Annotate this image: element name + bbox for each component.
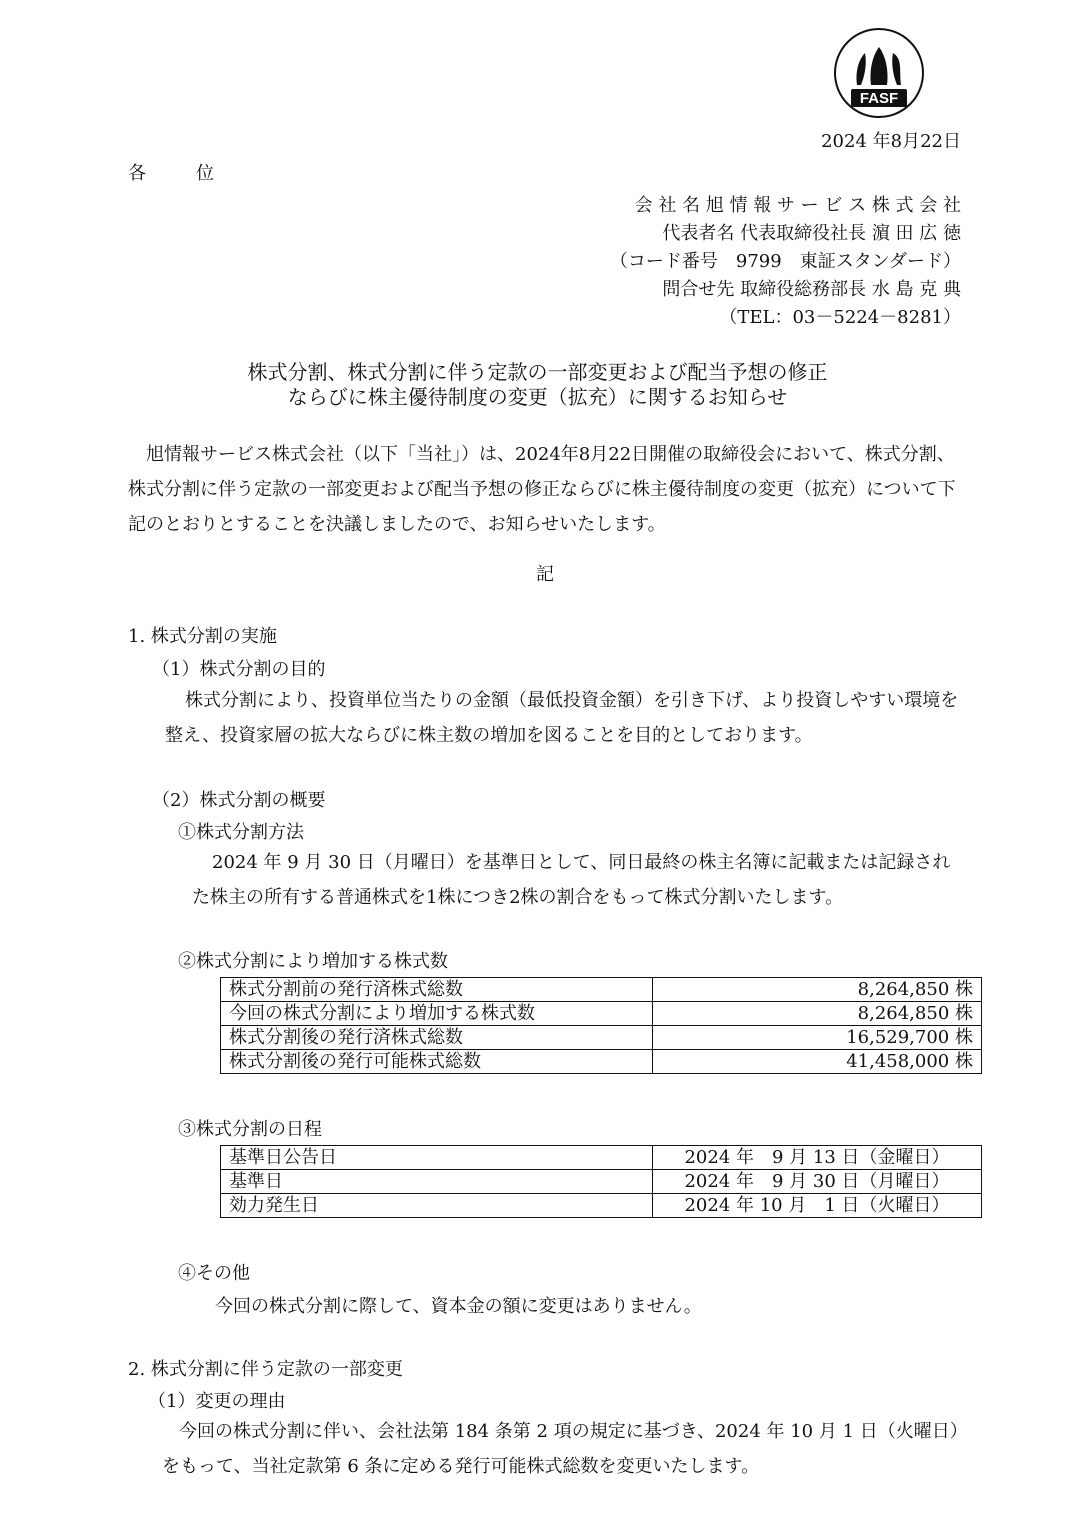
increase-heading: ②株式分割により増加する株式数 — [178, 951, 448, 972]
method-text: 2024 年 9 月 30 日（月曜日）を基準日として、同日最終の株主名簿に記載または記録された株主の所有する普通株式を1株につき2株の割合をもって株式分割いたします。 — [192, 852, 951, 908]
row-label: 株式分割後の発行可能株式総数 — [221, 1050, 653, 1074]
row-label: 株式分割後の発行済株式総数 — [221, 1026, 653, 1050]
row-label: 効力発生日 — [221, 1194, 653, 1218]
other-text: 今回の株式分割に際して、資本金の額に変更はありません。 — [215, 1296, 702, 1317]
document-title — [0, 360, 1075, 410]
table-row — [221, 1146, 982, 1170]
table-row — [221, 1194, 982, 1218]
intro-paragraph: 旭情報サービス株式会社（以下「当社」）は、2024年8月22日開催の取締役会において、株式分割、株式分割に伴う定款の一部変更および配当予想の修正ならびに株主優待制度の変更（拡充）について下記のとおりとすることを決議しましたので、お知らせいたします。 — [128, 444, 956, 535]
document-date: 2024 年8月22日 — [821, 131, 961, 152]
logo-text: FASF — [859, 90, 899, 107]
table-row — [221, 1026, 982, 1050]
table-row — [221, 978, 982, 1002]
row-value: 16,529,700 株 — [653, 1026, 982, 1050]
schedule-heading: ③株式分割の日程 — [178, 1119, 322, 1140]
row-value: 2024 年 9 月 30 日（月曜日） — [653, 1170, 982, 1194]
row-value: 2024 年 10 月 1 日（火曜日） — [653, 1194, 982, 1218]
ki-marker: 記 — [536, 564, 554, 585]
representative-line: 代表者名 代表取締役社長 濵 田 広 徳 — [662, 223, 961, 244]
addressee: 各位 — [128, 163, 264, 184]
table-row — [221, 1002, 982, 1026]
row-label: 今回の株式分割により増加する株式数 — [221, 1002, 653, 1026]
code-number-line: （コード番号 9799 東証スタンダード） — [609, 251, 961, 272]
row-value: 8,264,850 株 — [653, 978, 982, 1002]
purpose-text: 株式分割により、投資単位当たりの金額（最低投資金額）を引き下げ、より投資しやすい環境を整え、投資家層の拡大ならびに株主数の増加を図ることを目的としております。 — [165, 690, 959, 746]
method-heading: ①株式分割方法 — [178, 822, 304, 843]
fasf-seal-logo — [833, 27, 925, 119]
company-name-line: 会 社 名 旭 情 報 サ ー ビ ス 株 式 会 社 — [634, 195, 961, 216]
row-label: 株式分割前の発行済株式総数 — [221, 978, 653, 1002]
share-increase-table — [220, 977, 982, 1074]
purpose-heading: （1）株式分割の目的 — [152, 659, 326, 680]
section-2-heading: 2. 株式分割に伴う定款の一部変更 — [128, 1359, 403, 1380]
row-value: 2024 年 9 月 13 日（金曜日） — [653, 1146, 982, 1170]
overview-heading: （2）株式分割の概要 — [152, 790, 326, 811]
title-line-1: 株式分割、株式分割に伴う定款の一部変更および配当予想の修正 — [247, 360, 828, 384]
table-row — [221, 1170, 982, 1194]
other-heading: ④その他 — [178, 1263, 250, 1284]
row-value: 41,458,000 株 — [653, 1050, 982, 1074]
fasf-seal-icon — [833, 27, 925, 119]
title-line-2: ならびに株主優待制度の変更（拡充）に関するお知らせ — [287, 385, 788, 409]
row-value: 8,264,850 株 — [653, 1002, 982, 1026]
row-label: 基準日公告日 — [221, 1146, 653, 1170]
reason-heading: （1）変更の理由 — [148, 1391, 286, 1412]
table-row — [221, 1050, 982, 1074]
schedule-table — [220, 1145, 982, 1218]
company-info-block — [610, 192, 961, 332]
contact-line: 問合せ先 取締役総務部長 水 島 克 典 — [662, 279, 961, 300]
reason-text: 今回の株式分割に伴い、会社法第 184 条第 2 項の規定に基づき、2024 年 10 月 1 日（火曜日）をもって、当社定款第 6 条に定める発行可能株式総数を変更いたします。 — [162, 1421, 959, 1477]
section-1-heading: 1. 株式分割の実施 — [128, 626, 277, 647]
row-label: 基準日 — [221, 1170, 653, 1194]
tel-line: （TEL：03－5224－8281） — [719, 307, 961, 328]
